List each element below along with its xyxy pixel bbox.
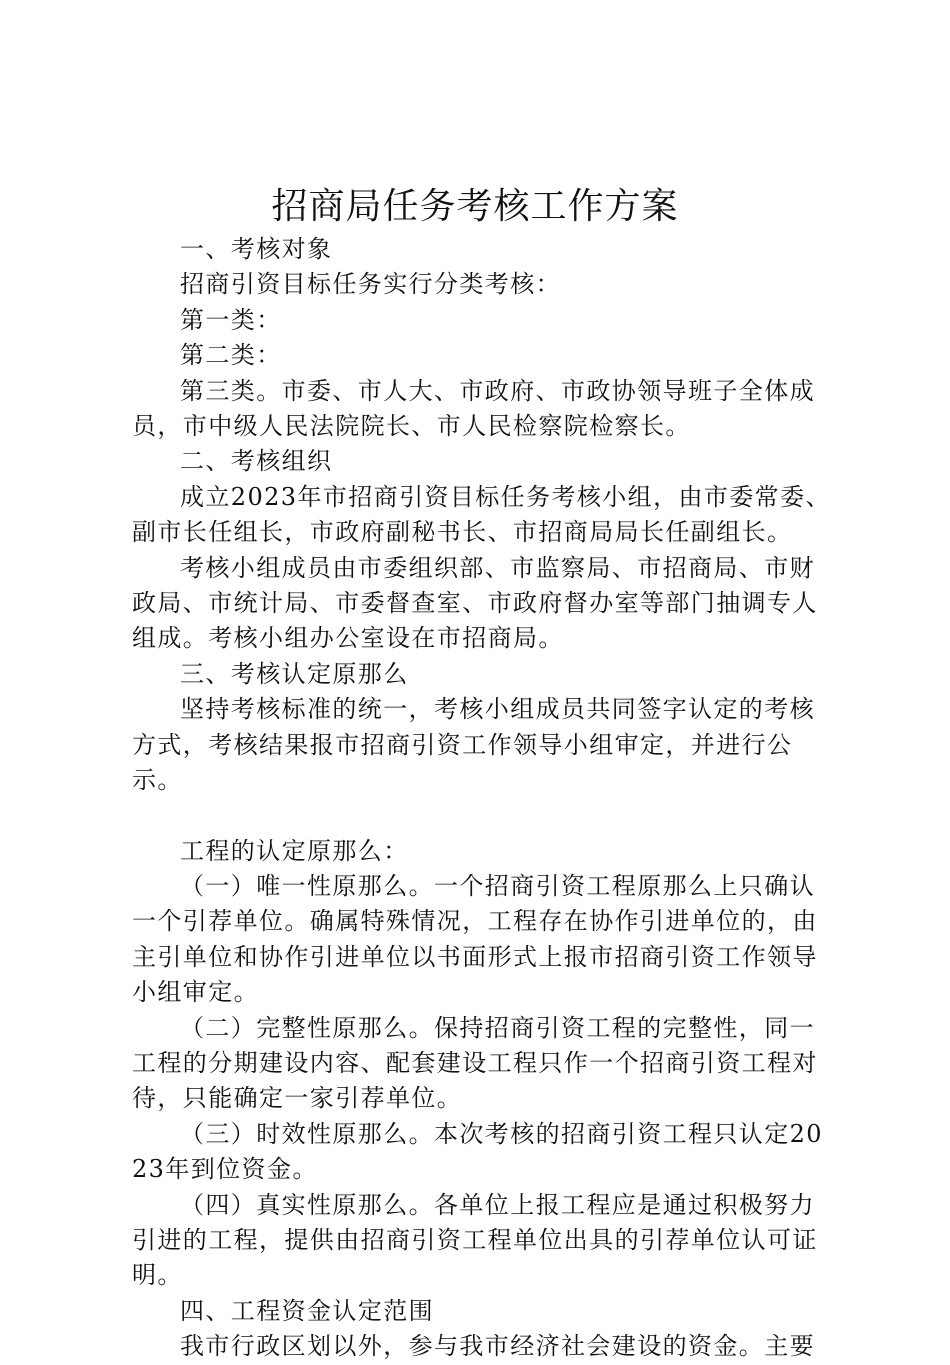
paragraph: 考核小组成员由市委组织部、市监察局、市招商局、市财政局、市统计局、市委督查室、市政府督办室等部门抽调专人组成。考核小组办公室设在市招商局。 [132,553,818,653]
list-item: （四）真实性原那么。各单位上报工程应是通过积极努力引进的工程，提供由招商引资工程单位出具的引荐单位认可证明。 [132,1190,818,1290]
list-item: （一）唯一性原那么。一个招商引资工程原那么上只确认一个引荐单位。确属特殊情况，工程存在协作引进单位的，由主引单位和协作引进单位以书面形式上报市招商引资工作领导小组审定。 [132,871,818,1007]
paragraph: 我市行政区划以外，参与我市经济社会建设的资金。主要 [180,1332,815,1361]
list-item: （三）时效性原那么。本次考核的招商引资工程只认定2023年到位资金。 [132,1119,823,1184]
paragraph: 招商引资目标任务实行分类考核： [180,270,561,299]
section-heading: 二、考核组织 [180,447,333,476]
paragraph: 成立2023年市招商引资目标任务考核小组，由市委常委、副市长任组长，市政府副秘书长、市招商局局长任副组长。 [132,482,831,547]
list-item: （二）完整性原那么。保持招商引资工程的完整性，同一工程的分期建设内容、配套建设工程只作一个招商引资工程对待，只能确定一家引荐单位。 [132,1013,818,1113]
paragraph: 工程的认定原那么： [180,836,409,865]
paragraph: 第二类： [180,341,282,370]
section-heading: 三、考核认定原那么 [180,659,409,688]
section-heading: 一、考核对象 [180,235,333,263]
document-title: 招商局任务考核工作方案 [271,186,679,227]
paragraph: 坚持考核标准的统一，考核小组成员共同签字认定的考核方式，考核结果报市招商引资工作领导小组审定，并进行公示。 [132,695,815,795]
document-body [132,232,832,1365]
paragraph: 第一类： [180,305,282,334]
paragraph: 第三类。市委、市人大、市政府、市政协领导班子全体成员，市中级人民法院院长、市人民检察院检察长。 [132,376,815,441]
section-heading: 四、工程资金认定范围 [180,1296,434,1325]
